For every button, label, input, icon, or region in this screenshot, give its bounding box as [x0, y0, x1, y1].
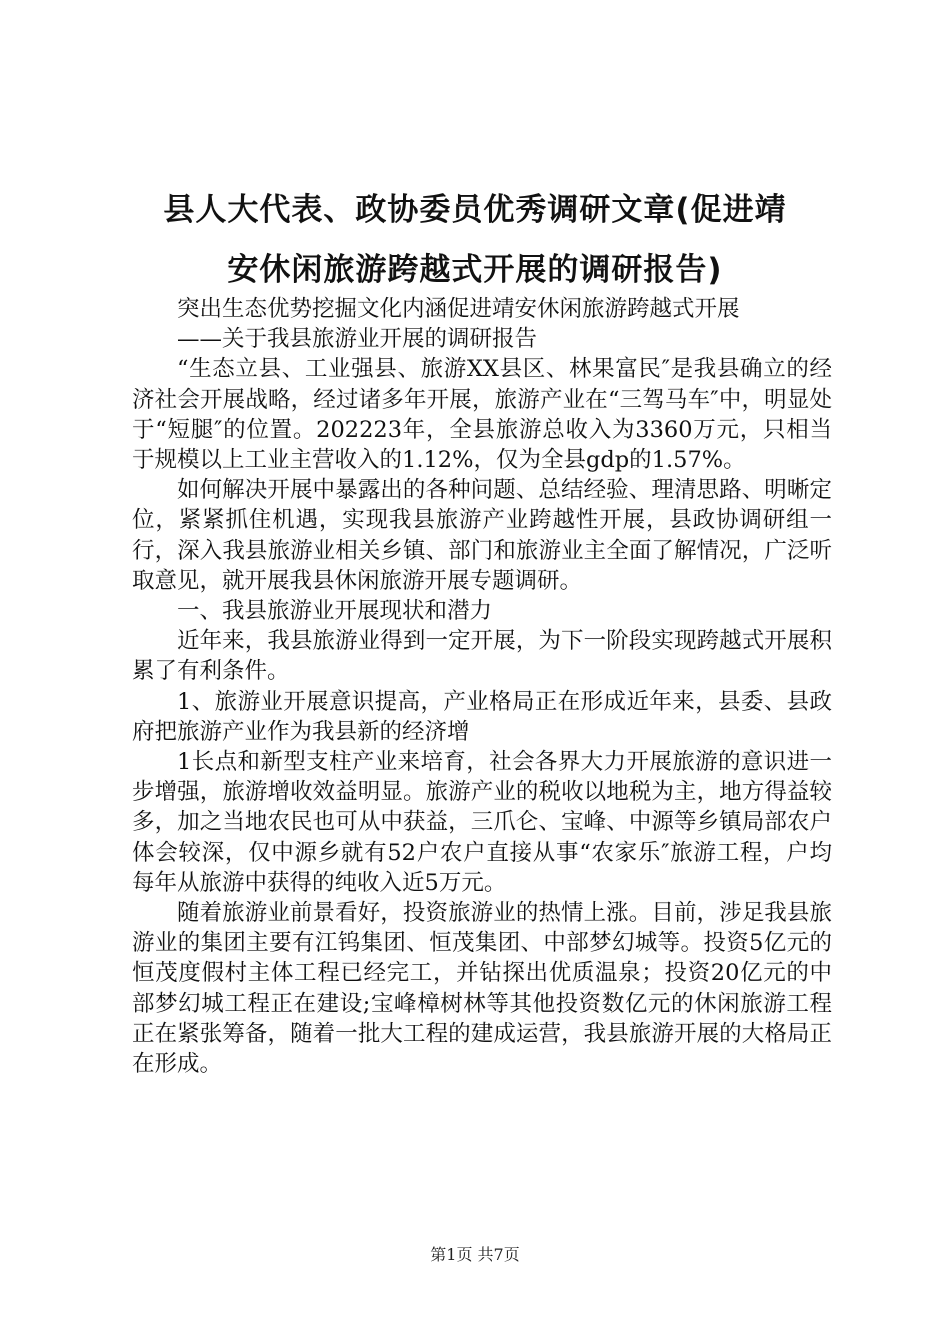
paragraph-investment: 随着旅游业前景看好，投资旅游业的热情上涨。目前，涉足我县旅游业的集团主要有江钨集团、恒茂集团、中部梦幻城等。投资5亿元的恒茂度假村主体工程已经完工，并钻探出优质温泉；投资20亿元的中部梦幻城工程正在建设;宝峰樟树林等其他投资数亿元的休闲旅游工程正在紧张筹备，随着一批大工程的建成运营，我县旅游开展的大格局正在形成。	[132, 900, 832, 1078]
paragraph-item-1: 1、旅游业开展意识提高，产业格局正在形成近年来，县委、县政府把旅游产业作为我县新的经济增	[132, 688, 832, 745]
title-line-1: 县人大代表、政协委员优秀调研文章(促进靖	[163, 192, 787, 228]
paragraph-growth-point: 1长点和新型支柱产业来培育，社会各界大力开展旅游的意识进一步增强，旅游增收效益明显。旅游产业的税收以地税为主，地方得益较多，加之当地农民也可从中获益，三爪仑、宝峰、中源等乡镇局部农户体会较深，仅中源乡就有52户农户直接从事“农家乐″旅游工程，户均每年从旅游中获得的纯收入近5万元。	[132, 749, 832, 896]
subtitle-report: ——关于我县旅游业开展的调研报告	[177, 326, 538, 353]
paragraph-research: 如何解决开展中暴露出的各种问题、总结经验、理清思路、明晰定位，紧紧抓住机遇，实现我县旅游产业跨越性开展，县政协调研组一行，深入我县旅游业相关乡镇、部门和旅游业主全面了解情况，广泛听取意见，就开展我县休闲旅游开展专题调研。	[132, 477, 832, 594]
section-heading-1: 一、我县旅游业开展现状和潜力	[177, 598, 493, 625]
title-line-2: 安休闲旅游跨越式开展的调研报告)	[227, 252, 723, 288]
page-footer: 第1页 共7页	[430, 1245, 520, 1264]
paragraph-strategy: “生态立县、工业强县、旅游XX县区、林果富民″是我县确立的经济社会开展战略，经过诸多年开展，旅游产业在“三驾马车″中，明显处于“短腿″的位置。202223年，全县旅游总收入为3360万元，只相当于规模以上工业主营收入的1.12%，仅为全县gdp的1.57%。	[132, 356, 832, 474]
paragraph-recent-years: 近年来，我县旅游业得到一定开展，为下一阶段实现跨越式开展积累了有利条件。	[132, 628, 832, 685]
document-body	[132, 294, 832, 1079]
subtitle: 突出生态优势挖掘文化内涵促进靖安休闲旅游跨越式开展	[177, 296, 740, 322]
document-title	[110, 180, 840, 300]
